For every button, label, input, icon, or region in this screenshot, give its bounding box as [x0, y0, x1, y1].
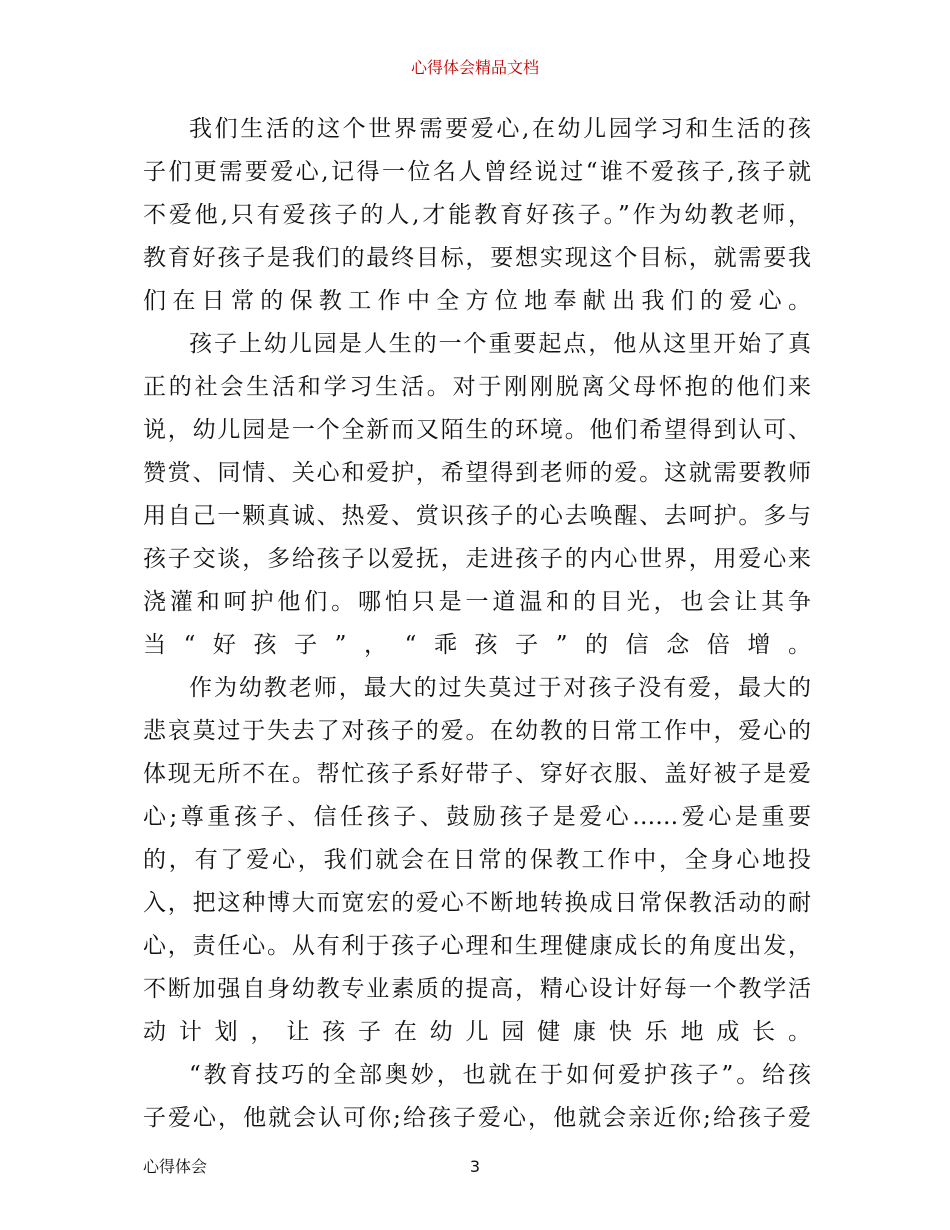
text-line: 体现无所不在。帮忙孩子系好带子、穿好衣服、盖好被子是爱	[143, 761, 811, 787]
text-line: 不爱他,只有爱孩子的人,才能教育好孩子。”作为幼教老师，	[143, 202, 811, 228]
text-line: 们在日常的保教工作中全方位地奉献出我们的爱心。	[143, 288, 811, 314]
text-line: 说，幼儿园是一个全新而又陌生的环境。他们希望得到认可、	[143, 417, 811, 443]
text-line: 我们生活的这个世界需要爱心,在幼儿园学习和生活的孩	[189, 116, 811, 142]
text-line: 孩子上幼儿园是人生的一个重要起点，他从这里开始了真	[189, 331, 811, 357]
text-line: 当“好孩子”，“乖孩子”的信念倍增。	[143, 632, 811, 658]
page-header-title: 心得体会精品文档	[410, 58, 539, 77]
text-line: 子们更需要爱心,记得一位名人曾经说过“谁不爱孩子,孩子就	[143, 159, 811, 185]
text-line: 教育好孩子是我们的最终目标，要想实现这个目标，就需要我	[143, 245, 811, 271]
text-line: 动计划，让孩子在幼儿园健康快乐地成长。	[143, 1019, 811, 1045]
text-line: 作为幼教老师，最大的过失莫过于对孩子没有爱，最大的	[189, 675, 811, 701]
footer-label: 心得体会	[143, 1157, 208, 1176]
text-line: 入，把这种博大而宽宏的爱心不断地转换成日常保教活动的耐	[143, 890, 811, 916]
text-line: “教育技巧的全部奥妙，也就在于如何爱护孩子”。给孩	[189, 1062, 811, 1088]
text-line: 用自己一颗真诚、热爱、赏识孩子的心去唤醒、去呵护。多与	[143, 503, 811, 529]
text-line: 正的社会生活和学习生活。对于刚刚脱离父母怀抱的他们来	[143, 374, 811, 400]
text-line: 孩子交谈，多给孩子以爱抚，走进孩子的内心世界，用爱心来	[143, 546, 811, 572]
text-line: 不断加强自身幼教专业素质的提高，精心设计好每一个教学活	[143, 976, 811, 1002]
text-line: 心;尊重孩子、信任孩子、鼓励孩子是爱心……爱心是重要	[143, 804, 811, 830]
document-body	[143, 108, 811, 1140]
text-line: 悲哀莫过于失去了对孩子的爱。在幼教的日常工作中，爱心的	[143, 718, 811, 744]
text-line: 浇灌和呵护他们。哪怕只是一道温和的目光，也会让其争	[143, 589, 811, 615]
text-line: 的，有了爱心，我们就会在日常的保教工作中，全身心地投	[143, 847, 811, 873]
text-line: 子爱心，他就会认可你;给孩子爱心，他就会亲近你;给孩子爱	[143, 1105, 811, 1131]
text-line: 赞赏、同情、关心和爱护，希望得到老师的爱。这就需要教师	[143, 460, 811, 486]
text-line: 心，责任心。从有利于孩子心理和生理健康成长的角度出发，	[143, 933, 811, 959]
page-number: 3	[469, 1157, 481, 1176]
